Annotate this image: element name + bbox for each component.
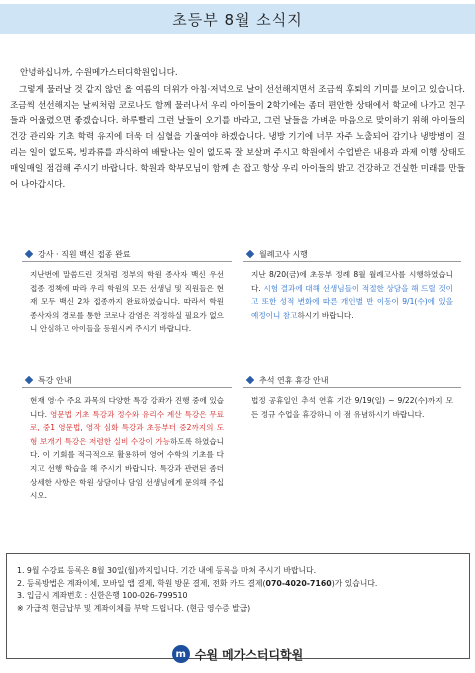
monthly-test-text-c: 하시기 바랍니다. <box>297 310 354 320</box>
footer-logo <box>0 643 475 665</box>
monthly-test-heading-text: 월례고사 시행 <box>259 249 308 259</box>
monthly-test-text <box>243 262 461 322</box>
vaccine-heading-text: 강사 · 직원 백신 접종 완료 <box>38 249 131 259</box>
notice-item-2-c: )가 있습니다. <box>331 578 378 588</box>
holiday-text: 법정 공휴일인 추석 연휴 기간 9/19(일) ~ 9/22(수)까지 모든 정규 수업을 휴강하니 이 점 유념하시기 바랍니다. <box>251 396 453 419</box>
diamond-bullet-icon <box>246 376 254 384</box>
special-lecture-heading-text: 특강 안내 <box>38 375 72 385</box>
academy-name: 수원 메가스터디학원 <box>194 647 304 662</box>
intro-greeting: 안녕하십니까, 수원메가스터디학원입니다. <box>20 68 178 78</box>
monthly-test-heading <box>243 247 461 262</box>
special-lecture-text <box>22 388 232 503</box>
holiday-heading <box>243 373 461 388</box>
special-lecture-text-a: 현재 영·수 주요 과목의 다양한 특강 강좌가 진행 중에 있습니다. <box>30 396 224 419</box>
special-lecture-text-c: 하도록 하였습니다. 이 기회를 적극적으로 활용하여 영어 수학의 기초를 다지고 선행 학습을 해 주시기 바랍니다. 특강과 관련된 좀더 상세한 사항은 학원 상담이나 담임 선생님에게 문의해 주십시오. <box>30 436 225 501</box>
diamond-bullet-icon <box>25 250 33 258</box>
holiday-box <box>243 373 461 453</box>
notice-item-2-a: 2. 등록방법은 계좌이체, 모바일 앱 결제, 학원 방문 결제, 전화 카드 결제( <box>17 578 266 588</box>
vaccine-box <box>22 247 232 367</box>
notice-item-2 <box>17 578 469 591</box>
special-lecture-box <box>22 373 232 523</box>
title-text: 초등부 8월 소식지 <box>172 10 303 29</box>
holiday-heading-text: 추석 연휴 휴강 안내 <box>259 375 329 385</box>
vaccine-text: 지난번에 말씀드린 것처럼 정부의 학원 종사자 백신 우선 접종 정책에 따라 우리 학원의 모든 선생님 및 직원들은 현재 모두 백신 2차 접종까지 완료하였습니다. 따라서 학원 종사자의 경로를 통한 코로나 감염은 걱정하실 필요가 없으니 안심하고 아이들을 등원시켜 주시기 바랍니다. <box>30 270 224 334</box>
notice-item-3: 3. 입금시 계좌번호 : 신한은행 100-026-799510 <box>17 591 188 601</box>
notice-item-1: 1. 9월 수강료 등록은 8월 30일(월)까지입니다. 기간 내에 등록을 마쳐 주시기 바랍니다. <box>17 566 317 575</box>
special-lecture-heading <box>22 373 232 388</box>
vaccine-heading <box>22 247 232 262</box>
monthly-test-box <box>243 247 461 357</box>
special-lecture-text-highlight: 영문법 기초 특강과 정수와 유리수 계산 특강은 무료로, 중1 영문법, 영작 심화 특강과 초등부터 중2까지의 도형 보개기 특강은 저렴한 실비 수강이 가능 <box>30 409 224 446</box>
megastudy-logo-icon: m <box>172 645 190 663</box>
newsletter-title <box>0 4 475 34</box>
notice-list <box>7 554 469 615</box>
phone-number: 070-4020-7160 <box>265 578 332 588</box>
notice-item-4: ※ 가급적 현금납부 및 계좌이체를 부탁 드립니다. (현금 영수증 발급) <box>17 603 251 613</box>
diamond-bullet-icon <box>25 376 33 384</box>
diamond-bullet-icon <box>246 250 254 258</box>
monthly-test-text-highlight: 시험 결과에 대해 선생님들이 적절한 상담을 해 드릴 것이고 또한 성적 변화에 따른 개인별 반 이동이 9/1(수)에 있을 예정이니 참고 <box>251 283 453 320</box>
monthly-test-text-a: 지난 8/20(금)에 초등부 정례 8월 월례고사를 시행하였습니다. <box>251 270 453 293</box>
intro-section <box>10 66 465 193</box>
intro-body: 그렇게 물러날 것 같지 않던 올 여름의 더위가 아침·저녁으로 날이 선선해지면서 조금씩 후퇴의 기미를 보이고 있습니다. 조금씩 선선해지는 날씨처럼 코로나도 함께 물러나서 우리 아이들이 2학기에는 좀더 편안한 상태에서 학교에 나가고 친구들과 어울렸으면 좋겠습니다. 하루빨리 그런 날들이 오기를 바라고, 그런 날들을 가벼운 마음으로 맞이하기 위해 아이들의 건강 관리와 기초 학력 유지에 더욱 더 심혈을 기울여야 하겠습니다. 냉방 기기에 너무 자주 노출되어 감기나 냉방병이 걸리는 일이 없도록, 빙과류를 과식하여 배탈나는 일이 없도록 잘 보살펴 주시고 학원에서 수업받은 내용과 과제 이행 상태도 매일매일 점검해 주시기 바랍니다. 학원과 학부모님이 함께 손 잡고 항상 우리 아이들의 밝고 건강하고 건실한 미래를 만들어 나아갑시다. <box>10 84 465 190</box>
